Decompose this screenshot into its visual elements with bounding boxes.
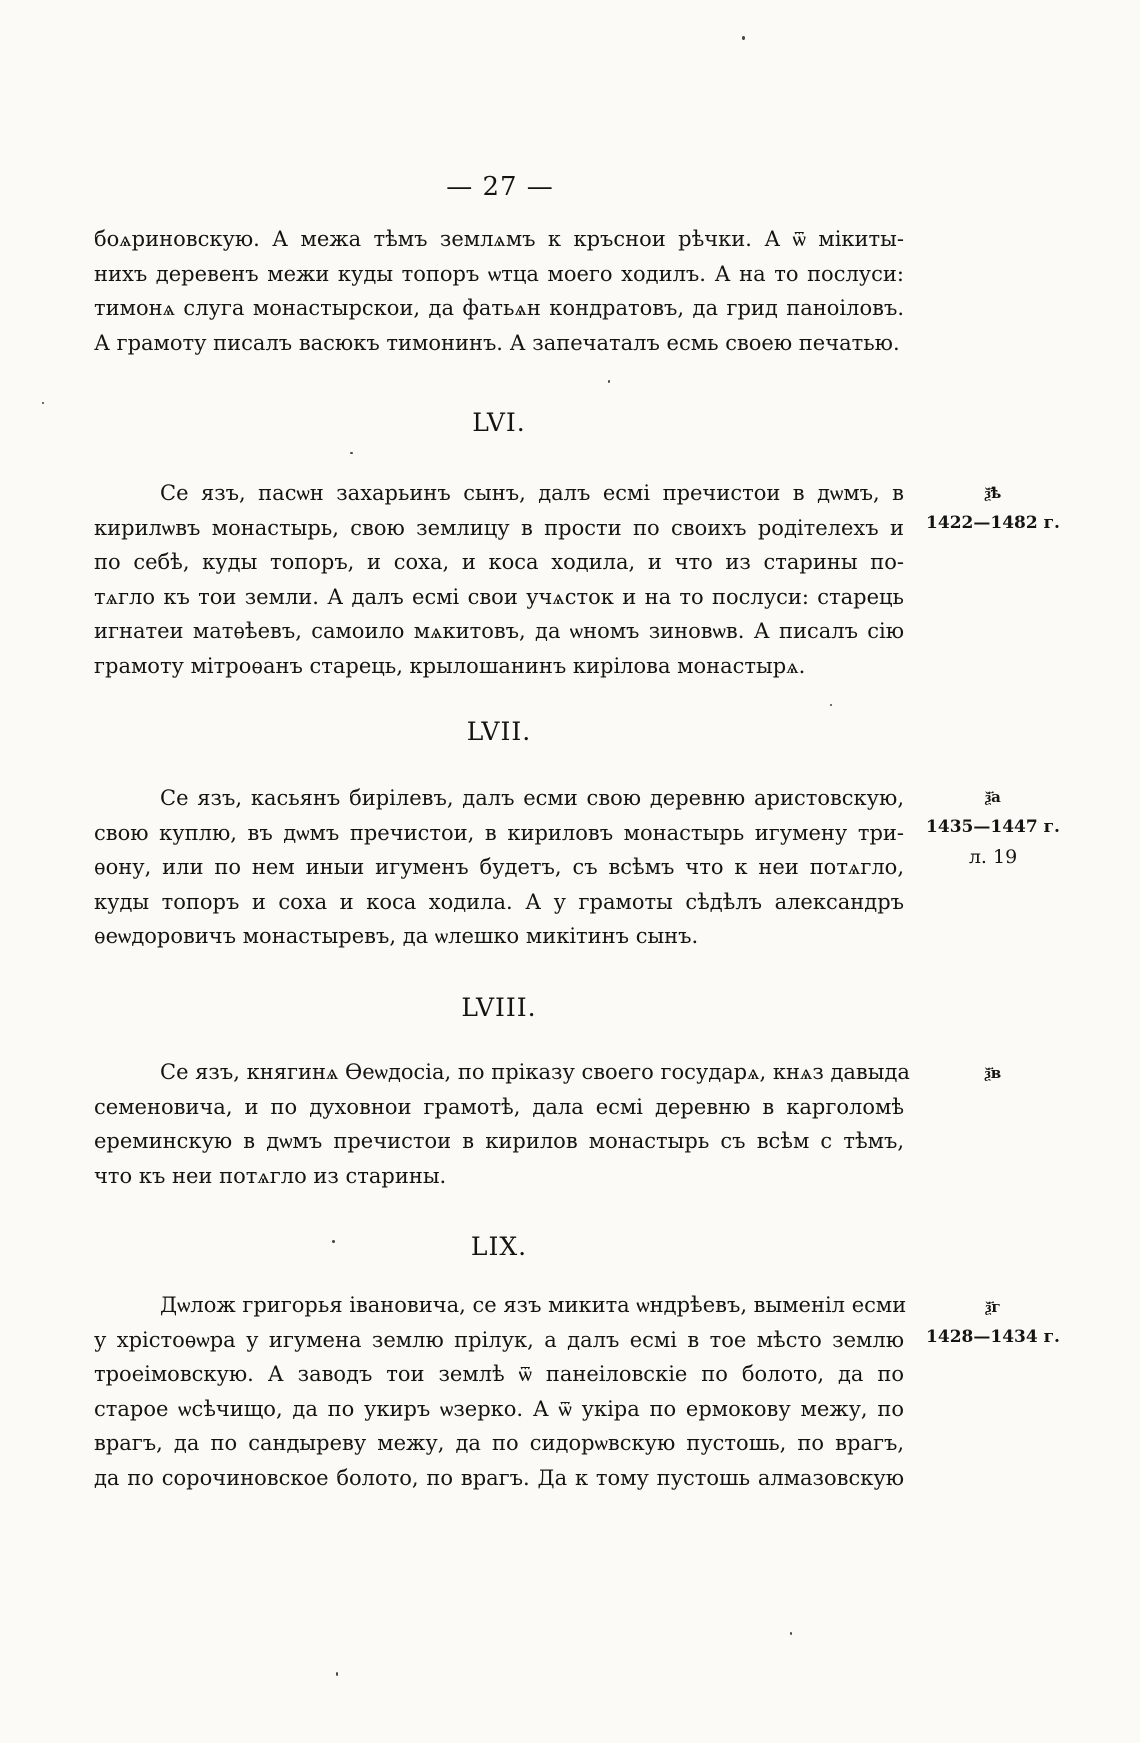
text-line: игнатеи матѳѣевъ, самоило мѧкитовъ, да ѡномъ зиновѡв. А писалъ сію [94, 619, 904, 643]
scan-speck [350, 452, 353, 454]
scan-speck [790, 1632, 792, 1635]
text-line: грамоту мітроѳанъ старець, крылошанинъ кирілова монастырѧ. [94, 653, 806, 678]
date-range: 1435—1447 г. [926, 817, 1060, 837]
text-line: ереминскую в дѡмъ пречистои в кирилов монастырь съ всѣм с тѣмъ, [94, 1129, 904, 1153]
section-title-lvi: LVI. [472, 408, 526, 437]
charter-number: ѯ҃ѣ [984, 484, 1002, 502]
scan-speck [332, 1240, 335, 1243]
text-line: ѳеѡдоровичъ монастыревъ, да ѡлешко микітинъ сынъ. [94, 924, 699, 948]
scan-speck [830, 704, 832, 706]
section-lvii-text [94, 781, 904, 954]
text-line: Се язъ, пасѡн захарьинъ сынъ, далъ есмі пречистои в дѡмъ, в [160, 481, 904, 505]
charter-number: ѯ҃г [985, 1298, 1001, 1316]
text-line: тимонѧ слуга монастырскои, да фатьѧн кондратовъ, да грид паноіловъ. [94, 296, 904, 320]
text-line: Се язъ, княгинѧ Ѳеѡдосіа, по пріказу своего государѧ, кнѧз давыда [160, 1060, 910, 1084]
margin-note-lviii [918, 1058, 1068, 1088]
charter-number: ѯ҃а [985, 788, 1001, 806]
text-line: кирилѡвъ монастырь, свою землицу в прости по своихъ родітелехъ и [94, 515, 904, 540]
margin-note-lvi [918, 478, 1068, 538]
section-title-lvii: LVII. [466, 717, 532, 746]
scan-speck [336, 1672, 338, 1676]
date-range: 1422—1482 г. [926, 513, 1060, 533]
text-line: нихъ деревенъ межи куды топоръ ѡтца моего ходилъ. А на то послуси: [94, 261, 904, 286]
section-lix-text [94, 1288, 907, 1495]
text-line: А грамоту писалъ васюкъ тимонинъ. А запечаталъ есмь своею печатью. [94, 330, 900, 355]
margin-note-lvii [918, 782, 1068, 872]
text-line: боѧриновскую. А межа тѣмъ землѧмъ к кръснои рѣчки. А ѿ мікиты- [94, 227, 904, 251]
page-number: — 27 — [446, 172, 554, 202]
charter-number: ѯ҃в [984, 1064, 1002, 1082]
text-line: по себѣ, куды топоръ, и соха, и коса ходила, и что из старины по- [94, 550, 904, 574]
text-line: да по сорочиновское болото, по врагъ. Да к тому пустошь алмазовскую [94, 1465, 904, 1490]
section-title-lix: LIX. [470, 1232, 528, 1261]
section-lvi-text [94, 476, 904, 683]
text-line: куды топоръ и соха и коса ходила. А у грамоты сѣдѣлъ александръ [94, 889, 904, 914]
date-range: 1428—1434 г. [926, 1327, 1060, 1347]
text-line: семеновича, и по духовнои грамотѣ, дала есмі деревню в карголомѣ [94, 1094, 904, 1119]
section-lviii-text [94, 1055, 910, 1193]
text-line: тѧгло къ тои земли. А далъ есмі свои учѧсток и на то послуси: старець [94, 584, 904, 609]
text-line: Се язъ, касьянъ бирілевъ, далъ есми свою деревню аристовскую, [160, 786, 904, 810]
text-line: троеімовскую. А заводъ тои землѣ ѿ панеіловскіе по болото, да по [94, 1362, 904, 1386]
folio-reference: л. 19 [968, 846, 1018, 868]
text-line: свою куплю, въ дѡмъ пречистои, в кириловъ монастырь игумену три- [94, 820, 904, 845]
text-line: у хрістоѳѡра у игумена землю прілук, а далъ есмі в тое мѣсто землю [94, 1327, 904, 1352]
section-title-lviii: LVIII. [461, 993, 537, 1022]
text-line: Дѡлож григорья івановича, се язъ микита ѡндрѣевъ, выменіл есми [160, 1293, 907, 1317]
text-line: что къ неи потѧгло из старины. [94, 1163, 447, 1188]
scan-speck [608, 380, 610, 383]
text-line: ѳону, или по нем иныи игуменъ будетъ, съ всѣмъ что к неи потѧгло, [94, 855, 904, 879]
intro-paragraph [94, 222, 904, 360]
text-line: врагъ, да по сандыреву межу, да по сидорѡвскую пустошь, по врагъ, [94, 1431, 904, 1455]
scan-speck [42, 402, 44, 404]
scan-speck [742, 36, 745, 40]
text-line: старое ѡсѣчищо, да по укиръ ѡзерко. А ѿ укіра по ермокову межу, по [94, 1396, 904, 1421]
margin-note-lix [918, 1292, 1068, 1352]
